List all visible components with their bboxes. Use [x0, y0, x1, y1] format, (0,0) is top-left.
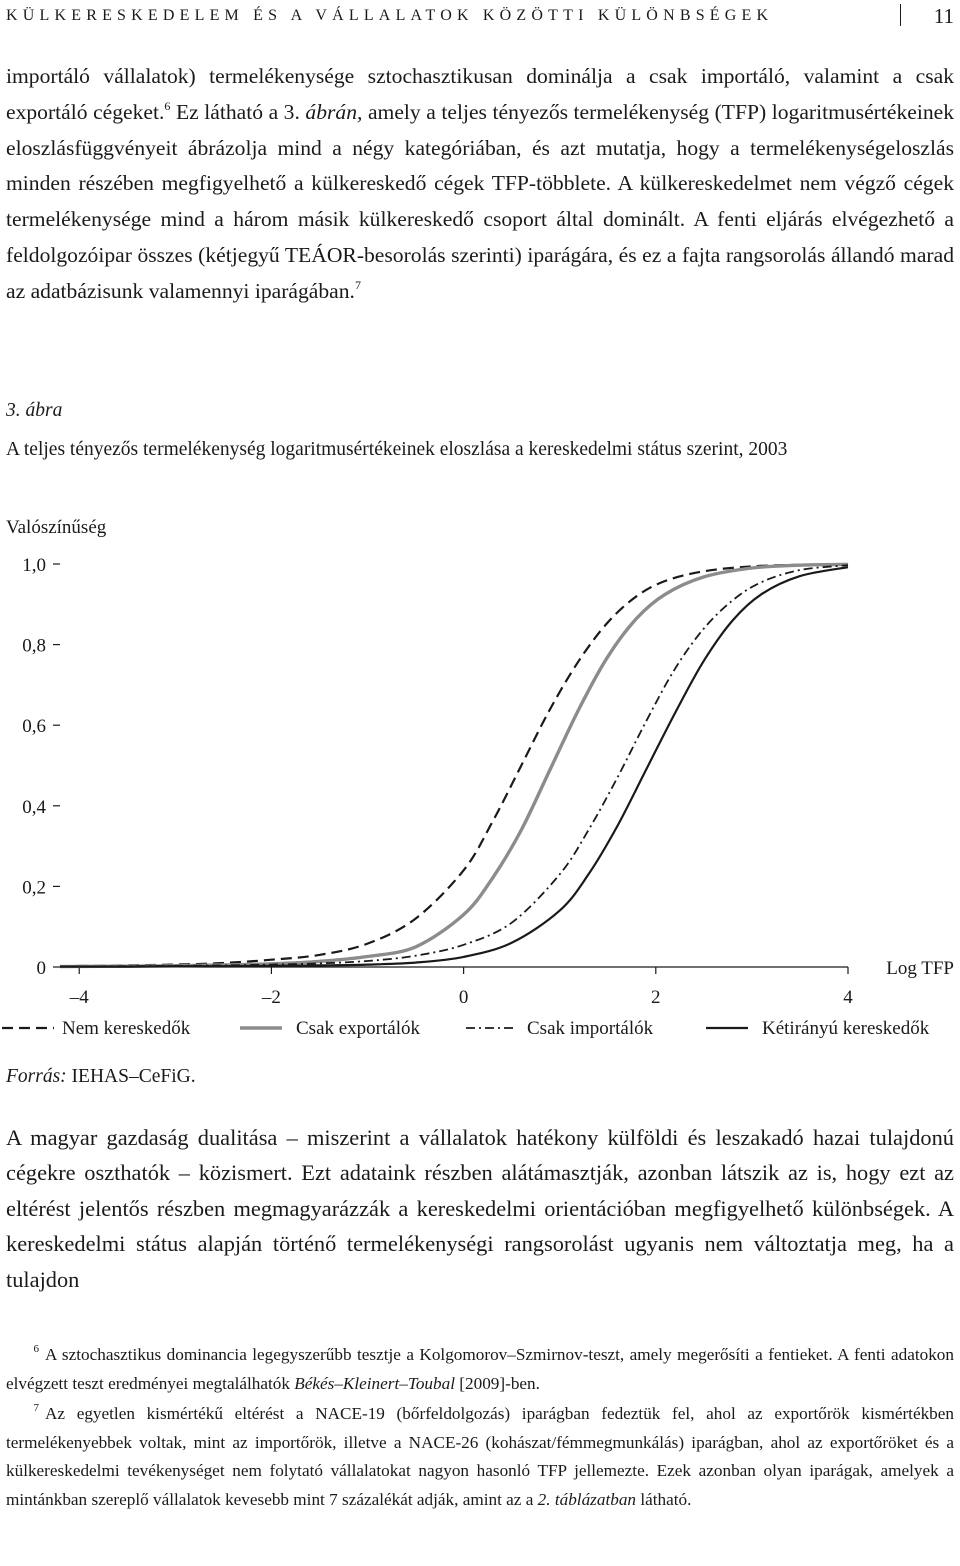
legend-label: Kétirányú kereskedők	[762, 1018, 930, 1039]
y-axis-ticks	[22, 555, 60, 979]
y-tick-label: 0,4	[22, 796, 46, 818]
footnote-ref-6[interactable]: 6	[164, 98, 171, 113]
footnote-number: 6	[33, 1343, 39, 1355]
figure-source	[6, 1066, 196, 1088]
footnote-ref-7[interactable]: 7	[354, 277, 361, 292]
header-separator	[900, 4, 901, 26]
figure-label: 3. ábra	[6, 400, 63, 421]
legend-label: Nem kereskedők	[62, 1018, 191, 1039]
paragraph1-italic: ábrán,	[305, 99, 363, 124]
footnote-text: Az egyetlen kismértékű eltérést a NACE-19 (bőrfeldolgozás) iparágban fedeztük fel, ahol az exportőrök kismértékben termelékenyebbek voltak, mint az importőrök, illetve a NACE-26 (kohászat/fémmegmunkálás) iparágban, ahol az exportőröket és a külkereskedelmi tevékenységet nem folytató vállalatokat nagyon hasonló TFP jellemezte. Ezek azonban olyan iparágak, amelyek a mintánkban szereplő vállalatok kevesebb mint 7 százalékát adják, amint az a	[6, 1404, 954, 1509]
source-label: Forrás:	[6, 1066, 67, 1087]
footnote-number: 7	[33, 1402, 39, 1415]
y-tick-label: 1,0	[22, 555, 46, 576]
tfp-cdf-chart	[0, 508, 960, 1058]
body-paragraph-2: A magyar gazdaság dualitása – miszerint a vállalatok hatékony külföldi és leszakadó hazai tulajdonú cégekre oszthatók – közismert. Ezt adataink részben alátámasztják, azonban látszik az is, hogy ezt az eltérést jelentős részben megmagyarázzák a kereskedelmi orientációban megfigyelhető különbségek. A kereskedelmi státus alapján történő termelékenységi rangsorolást ugyanis nem változtatja meg, ha a tulajdon	[6, 1125, 954, 1292]
footnote-text-end: látható.	[636, 1489, 692, 1509]
body-paragraph-1	[6, 59, 954, 310]
y-axis-label: Valószínűség	[6, 517, 107, 538]
legend-label: Csak exportálók	[296, 1018, 421, 1039]
page-number: 11	[933, 4, 954, 28]
footnotes	[6, 1341, 954, 1517]
y-tick-label: 0	[36, 958, 46, 979]
footnote-table-ref: 2. táblázatban	[537, 1489, 637, 1509]
x-axis-label: Log TFP	[886, 958, 954, 979]
x-axis-ticks	[69, 967, 854, 1008]
x-tick-label: 0	[458, 987, 469, 1008]
legend-label: Csak importálók	[527, 1018, 654, 1039]
paragraph1-part3: amely a teljes tényezős termelékenység (TFP) logaritmusértékeinek eloszlásfüggvényeit ábrázolja mind a négy kategóriában, és azt mutatja, hogy a termelékenységeloszlás minden részében megfigyelhető a külkereskedő cégek TFP-többlete. A külkereskedelmet nem végző cégek termelékenysége mind a három másik külkereskedő csoport által dominált. A fenti eljárás elvégezhető a feldolgozóipar összes (kétjegyű TEÁOR-besorolás szerinti) iparágára, és ez a fajta rangsorolás állandó marad az adatbázisunk valamennyi iparágában.	[6, 99, 955, 303]
figure-caption: A teljes tényezős termelékenység logaritmusértékeinek eloszlása a kereskedelmi státus szerint, 2003	[6, 439, 788, 460]
series-line-4	[60, 567, 848, 966]
y-tick-label: 0,8	[22, 635, 46, 657]
footnote-7	[6, 1400, 954, 1514]
running-title: KÜLKERESKEDELEM ÉS A VÁLLALATOK KÖZÖTTI KÜLÖNBSÉGEK	[6, 7, 774, 24]
paragraph1-part1: importáló vállalatok) termelékenysége sztochasztikusan dominálja a csak importáló, valamint a csak exportáló cégeket.	[6, 64, 954, 124]
source-text: IEHAS–CeFiG.	[66, 1066, 196, 1087]
footnote-citation: Békés–Kleinert–Toubal	[294, 1373, 455, 1393]
legend	[2, 1018, 930, 1039]
y-tick-label: 0,6	[22, 716, 46, 738]
x-tick-label: –4	[69, 987, 89, 1008]
footnote-6	[6, 1341, 954, 1398]
running-header	[6, 0, 954, 34]
paragraph1-part2: Ez látható a 3.	[170, 99, 306, 124]
footnote-text: A sztochasztikus dominancia legegyszerűbb tesztje a Kolgomorov–Szmirnov-teszt, amely megerősíti a fentieket. A fenti adatokon elvégzett teszt eredményei megtalálhatók	[6, 1345, 954, 1393]
x-tick-label: –2	[261, 987, 281, 1008]
x-tick-label: 2	[651, 987, 661, 1008]
y-tick-label: 0,2	[22, 877, 46, 899]
series-lines	[60, 564, 848, 966]
x-tick-label: 4	[843, 987, 853, 1008]
footnote-text-end: [2009]-ben.	[454, 1373, 540, 1393]
